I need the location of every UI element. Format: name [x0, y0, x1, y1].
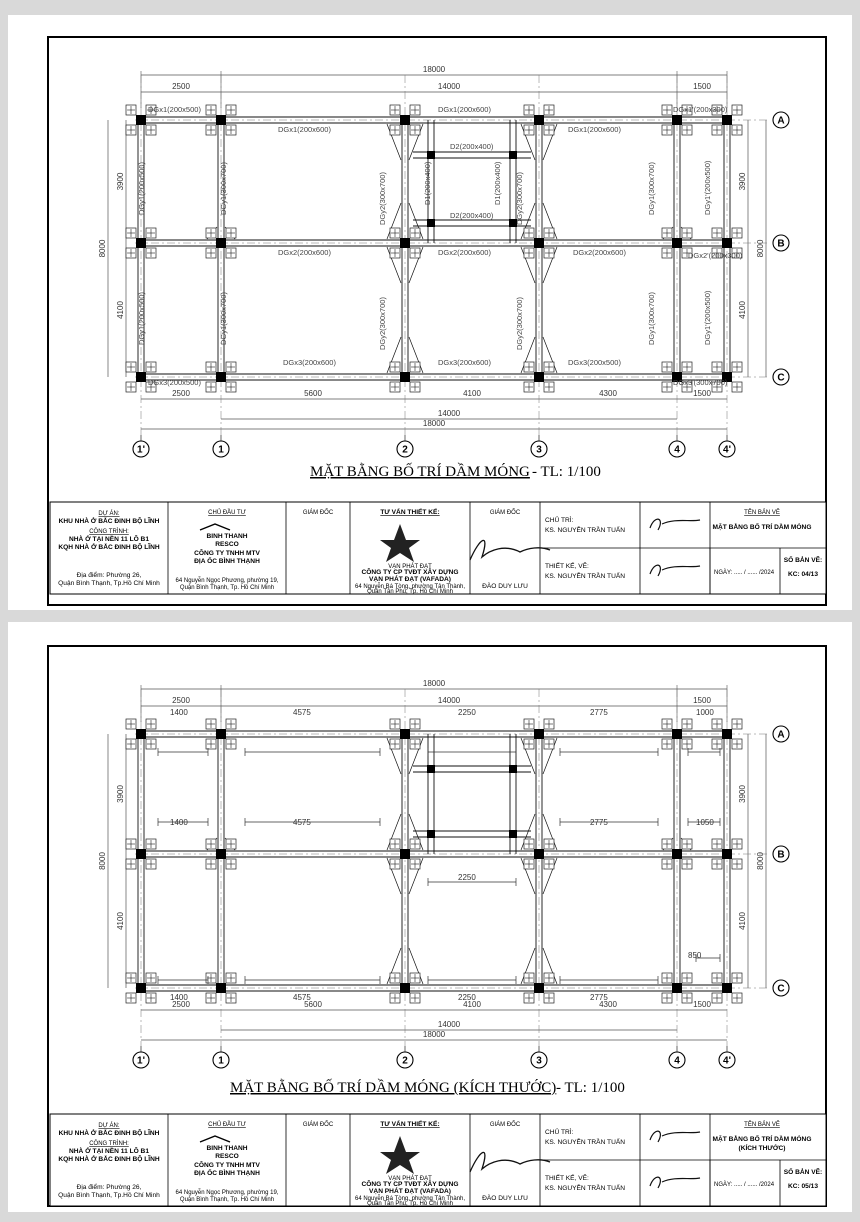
- column: [534, 115, 544, 125]
- column: [400, 372, 410, 382]
- column: [136, 238, 146, 248]
- consultant-heading: TƯ VẤN THIẾT KẾ:: [380, 1121, 440, 1128]
- grid-label: 1': [137, 444, 145, 456]
- grid-label: 2: [402, 444, 408, 456]
- beam-label: D2(200x400): [450, 211, 494, 220]
- dimension-value: 4100: [738, 301, 747, 319]
- consultant-address: 64 Nguyễn Bá Tòng, phường Tân Thành,: [354, 1196, 466, 1202]
- drawing-sheet-1: [8, 15, 852, 610]
- dimension-value: 4100: [116, 301, 125, 319]
- work-name: KQH NHÀ Ở BẮC ĐINH BỘ LĨNH: [58, 544, 160, 551]
- grid-label: 3: [536, 444, 542, 456]
- work-name: NHÀ Ở TẠI NỀN 11 LÔ B1: [68, 1148, 150, 1155]
- grid-label: 3: [536, 1055, 542, 1067]
- investor-logo-text: BINH THANH: [206, 533, 248, 540]
- project-heading: DỰ ÁN:: [98, 511, 120, 517]
- column: [534, 729, 544, 739]
- dimension-value: 1500: [693, 389, 711, 398]
- chair-name: KS. NGUYỄN TRẦN TUẤN: [545, 1139, 625, 1146]
- investor-heading: CHỦ ĐẦU TƯ: [208, 510, 246, 516]
- grid-label: 1: [218, 444, 224, 456]
- beam-label: DGx3(200x500): [568, 358, 621, 367]
- column: [216, 115, 226, 125]
- drawing-name-heading: TÊN BẢN VẼ: [744, 1122, 780, 1128]
- drawing-scale: - TL: 1/100: [532, 464, 601, 480]
- investor-address: Quận Bình Thạnh, Tp. Hồ Chí Minh: [179, 585, 275, 591]
- dimension-value: 8000: [756, 852, 765, 870]
- dimension-value: 18000: [422, 1030, 446, 1039]
- drawing-name: MẶT BẰNG BỐ TRÍ DẦM MÓNG: [712, 1136, 812, 1143]
- investor-logo-text: BINH THANH: [206, 1145, 248, 1152]
- location: Địa điểm: Phường 26,: [76, 1184, 142, 1191]
- consultant-heading: TƯ VẤN THIẾT KẾ:: [380, 509, 440, 516]
- dimension-value: 1500: [693, 82, 711, 91]
- column: [216, 983, 226, 993]
- location: Quận Bình Thạnh, Tp.Hồ Chí Minh: [58, 580, 160, 587]
- sheet-2-svg: [8, 622, 852, 1212]
- dimension-value: 14000: [437, 82, 461, 91]
- beam-label: D2(200x400): [450, 142, 494, 151]
- column: [509, 765, 517, 773]
- beam-label: DGx2(200x600): [438, 248, 491, 257]
- beam-label: DGx1(200x600): [568, 125, 621, 134]
- column: [136, 729, 146, 739]
- beam-label: DGy1(200x500): [137, 292, 146, 345]
- inner-dim: 2250: [458, 708, 476, 717]
- inner-dim: 1400: [170, 708, 188, 717]
- inner-dim: 1050: [696, 818, 714, 827]
- investor-logo-text: RESCO: [215, 1153, 239, 1160]
- column: [534, 238, 544, 248]
- inner-dim: 2775: [590, 993, 608, 1002]
- beam-label: D1(200x400): [493, 161, 502, 205]
- column: [216, 238, 226, 248]
- inner-dim: 1000: [696, 708, 714, 717]
- grid-label: 1: [218, 1055, 224, 1067]
- beam-label: DGy1(300x700): [647, 292, 656, 345]
- dimension-value: 4300: [599, 389, 617, 398]
- director-heading: GIÁM ĐỐC: [302, 1122, 334, 1128]
- drawing-title: MẶT BẰNG BỐ TRÍ DẦM MÓNG (KÍCH THƯỚC): [230, 1080, 557, 1096]
- project-heading: DỰ ÁN:: [98, 1123, 120, 1129]
- dimension-value: 18000: [422, 65, 446, 74]
- foundation-beam-plan: [98, 65, 789, 457]
- consultant-address: 64 Nguyễn Bá Tòng, phường Tân Thành,: [354, 584, 466, 590]
- beam-label: DGy1(300x700): [647, 162, 656, 215]
- title-block: [50, 502, 826, 595]
- grid-label: B: [777, 238, 785, 250]
- column: [672, 729, 682, 739]
- grid-label: A: [777, 729, 785, 741]
- beam-label: DGy2(300x700): [515, 172, 524, 225]
- column: [672, 238, 682, 248]
- consultant-logo-text: VẠN PHÁT ĐẠT: [388, 564, 432, 570]
- dimension-value: 4100: [116, 912, 125, 930]
- beam-label: DGx1'(200x300): [673, 105, 728, 114]
- consultant-company: VẠN PHÁT ĐẠT (VAFADA): [369, 576, 451, 583]
- consultant-address: Quận Tân Phú, Tp. Hồ Chí Minh: [367, 1201, 453, 1207]
- column: [400, 849, 410, 859]
- grid-label: C: [777, 372, 785, 384]
- inner-dim: 4575: [293, 993, 311, 1002]
- beam-label: DGx2(200x600): [278, 248, 331, 257]
- inner-dim: 2250: [458, 993, 476, 1002]
- column: [534, 372, 544, 382]
- work-name: KQH NHÀ Ở BẮC ĐINH BỘ LĨNH: [58, 1156, 160, 1163]
- inner-dim: 1400: [170, 818, 188, 827]
- title-block: [50, 1114, 826, 1207]
- beam-label: DGy1'(200x500): [703, 290, 712, 345]
- column: [427, 151, 435, 159]
- dimension-value: 4100: [738, 912, 747, 930]
- beam-label: DGy2(300x700): [515, 297, 524, 350]
- project-name: KHU NHÀ Ở BẮC ĐINH BỘ LĨNH: [58, 1130, 160, 1137]
- investor-company: CÔNG TY TNHH MTV: [194, 1162, 260, 1169]
- drawing-name: MẶT BẰNG BỐ TRÍ DẦM MÓNG: [712, 524, 812, 531]
- investor-address: 64 Nguyễn Ngọc Phương, phường 19,: [175, 578, 279, 584]
- column: [216, 729, 226, 739]
- drawing-name: (KÍCH THƯỚC): [738, 1145, 786, 1152]
- column: [722, 729, 732, 739]
- column: [400, 983, 410, 993]
- dimension-value: 14000: [437, 409, 461, 418]
- design-name: KS. NGUYỄN TRẦN TUẤN: [545, 573, 625, 580]
- inner-dim: 4575: [293, 818, 311, 827]
- inner-dim: 1400: [170, 993, 188, 1002]
- dimension-value: 18000: [422, 419, 446, 428]
- column: [400, 238, 410, 248]
- design-label: THIẾT KẾ, VẼ:: [545, 563, 589, 570]
- beam-label: DGx3(200x600): [438, 358, 491, 367]
- beam-label: DGx1(200x600): [278, 125, 331, 134]
- grid-label: 4: [674, 1055, 680, 1067]
- column: [427, 830, 435, 838]
- column: [509, 830, 517, 838]
- work-heading: CÔNG TRÌNH:: [89, 529, 129, 535]
- beam-label: DGy1(300x700): [219, 292, 228, 345]
- dimension-value: 2500: [172, 1000, 190, 1009]
- investor-address: 64 Nguyễn Ngọc Phương, phường 19,: [175, 1190, 279, 1196]
- dimension-value: 4100: [463, 389, 481, 398]
- location: Địa điểm: Phường 26,: [76, 572, 142, 579]
- column: [722, 238, 732, 248]
- dimension-value: 8000: [98, 852, 107, 870]
- beam-label: DGy1(300x700): [219, 162, 228, 215]
- location: Quận Bình Thạnh, Tp.Hồ Chí Minh: [58, 1192, 160, 1199]
- column: [672, 983, 682, 993]
- column: [534, 983, 544, 993]
- director-name: ĐÀO DUY LƯU: [482, 583, 528, 590]
- dimension-value: 3900: [116, 785, 125, 803]
- grid-label: 4': [723, 444, 731, 456]
- sheet-number-heading: SỐ BẢN VẼ:: [783, 1169, 823, 1176]
- beam-label: DGx3(200x600): [283, 358, 336, 367]
- grid-label: A: [777, 115, 785, 127]
- sheet-number-heading: SỐ BẢN VẼ:: [783, 557, 823, 564]
- grid-label: B: [777, 849, 785, 861]
- consultant-address: Quận Tân Phú, Tp. Hồ Chí Minh: [367, 589, 453, 595]
- column: [400, 729, 410, 739]
- column: [672, 115, 682, 125]
- beam-label: DGx3'(300x700): [673, 378, 728, 387]
- dimension-value: 1500: [693, 1000, 711, 1009]
- beam-label: DGx1(200x600): [438, 105, 491, 114]
- sheet-number: KC: 05/13: [787, 1183, 819, 1190]
- column: [722, 849, 732, 859]
- foundation-beam-plan: [98, 679, 789, 1068]
- dimension-value: 1500: [693, 696, 711, 705]
- chair-name: KS. NGUYỄN TRẦN TUẤN: [545, 527, 625, 534]
- dimension-value: 3900: [738, 785, 747, 803]
- investor-company: ĐỊA ỐC BÌNH THẠNH: [194, 558, 260, 565]
- grid-label: 4: [674, 444, 680, 456]
- investor-company: ĐỊA ỐC BÌNH THẠNH: [194, 1170, 260, 1177]
- chair-label: CHỦ TRÌ:: [545, 1129, 574, 1136]
- beam-label: DGy2(300x700): [378, 297, 387, 350]
- grid-label: C: [777, 983, 785, 995]
- column: [136, 115, 146, 125]
- column: [136, 372, 146, 382]
- column: [672, 849, 682, 859]
- drawing-scale: - TL: 1/100: [556, 1080, 625, 1096]
- investor-logo-text: RESCO: [215, 541, 239, 548]
- column: [136, 983, 146, 993]
- dimension-value: 8000: [98, 239, 107, 258]
- consultant-company: CÔNG TY CP TVĐT XÂY DỰNG: [361, 569, 459, 576]
- dimension-value: 2500: [172, 82, 190, 91]
- column: [216, 372, 226, 382]
- inner-dim: 4575: [293, 708, 311, 717]
- column: [136, 849, 146, 859]
- beam-label: DGx2'(200x300): [688, 251, 743, 260]
- investor-heading: CHỦ ĐẦU TƯ: [208, 1122, 246, 1128]
- investor-company: CÔNG TY TNHH MTV: [194, 550, 260, 557]
- column: [400, 115, 410, 125]
- dimension-value: 18000: [422, 679, 446, 688]
- dimension-value: 3900: [116, 172, 125, 191]
- grid-label: 1': [137, 1055, 145, 1067]
- investor-address: Quận Bình Thạnh, Tp. Hồ Chí Minh: [179, 1197, 275, 1203]
- beam-label: DGx3(200x500): [148, 378, 201, 387]
- drawing-name-heading: TÊN BẢN VẼ: [744, 510, 780, 516]
- grid-label: 4': [723, 1055, 731, 1067]
- column: [509, 151, 517, 159]
- director-name: ĐÀO DUY LƯU: [482, 1195, 528, 1202]
- design-name: KS. NGUYỄN TRẦN TUẤN: [545, 1185, 625, 1192]
- beam-label: DGy1'(200x500): [703, 160, 712, 215]
- dimension-value: 2500: [172, 696, 190, 705]
- project-name: KHU NHÀ Ở BẮC ĐINH BỘ LĨNH: [58, 518, 160, 525]
- beam-label: DGy2(300x700): [378, 172, 387, 225]
- drawing-date: NGÀY: ..... / ...... /2024: [714, 1182, 775, 1188]
- inner-dim: 2775: [590, 818, 608, 827]
- work-name: NHÀ Ở TẠI NỀN 11 LÔ B1: [68, 536, 150, 543]
- consultant-company: CÔNG TY CP TVĐT XÂY DỰNG: [361, 1181, 459, 1188]
- dimension-value: 3900: [738, 172, 747, 191]
- director-heading: GIÁM ĐỐC: [302, 510, 334, 516]
- chair-label: CHỦ TRÌ:: [545, 517, 574, 524]
- director-heading: GIÁM ĐỐC: [489, 510, 521, 516]
- dimension-value: 8000: [756, 239, 765, 258]
- drawing-date: NGÀY: ..... / ...... /2024: [714, 570, 775, 576]
- inner-dim: 2250: [458, 873, 476, 882]
- dimension-value: 5600: [304, 1000, 322, 1009]
- column: [722, 983, 732, 993]
- beam-label: DGy1(200x500): [137, 162, 146, 215]
- drawing-title: MẶT BẰNG BỐ TRÍ DẦM MÓNG: [310, 464, 530, 480]
- consultant-logo-text: VẠN PHÁT ĐẠT: [388, 1176, 432, 1182]
- consultant-company: VẠN PHÁT ĐẠT (VAFADA): [369, 1188, 451, 1195]
- dimension-value: 14000: [437, 1020, 461, 1029]
- beam-label: DGx2(200x600): [573, 248, 626, 257]
- dimension-value: 5600: [304, 389, 322, 398]
- column: [216, 849, 226, 859]
- director-heading: GIÁM ĐỐC: [489, 1122, 521, 1128]
- column: [427, 219, 435, 227]
- design-label: THIẾT KẾ, VẼ:: [545, 1175, 589, 1182]
- column: [722, 115, 732, 125]
- grid-label: 2: [402, 1055, 408, 1067]
- column: [427, 765, 435, 773]
- dimension-value: 4100: [463, 1000, 481, 1009]
- inner-dim: 2775: [590, 708, 608, 717]
- beam-label: D1(200x400): [423, 161, 432, 205]
- drawing-sheet-2: [8, 622, 852, 1212]
- dimension-value: 4300: [599, 1000, 617, 1009]
- inner-dim: 850: [688, 951, 702, 960]
- column: [534, 849, 544, 859]
- work-heading: CÔNG TRÌNH:: [89, 1141, 129, 1147]
- dimension-value: 2500: [172, 389, 190, 398]
- sheet-1-svg: [8, 15, 852, 610]
- sheet-number: KC: 04/13: [787, 571, 819, 578]
- beam-label: DGx1(200x500): [148, 105, 201, 114]
- dimension-value: 14000: [437, 696, 461, 705]
